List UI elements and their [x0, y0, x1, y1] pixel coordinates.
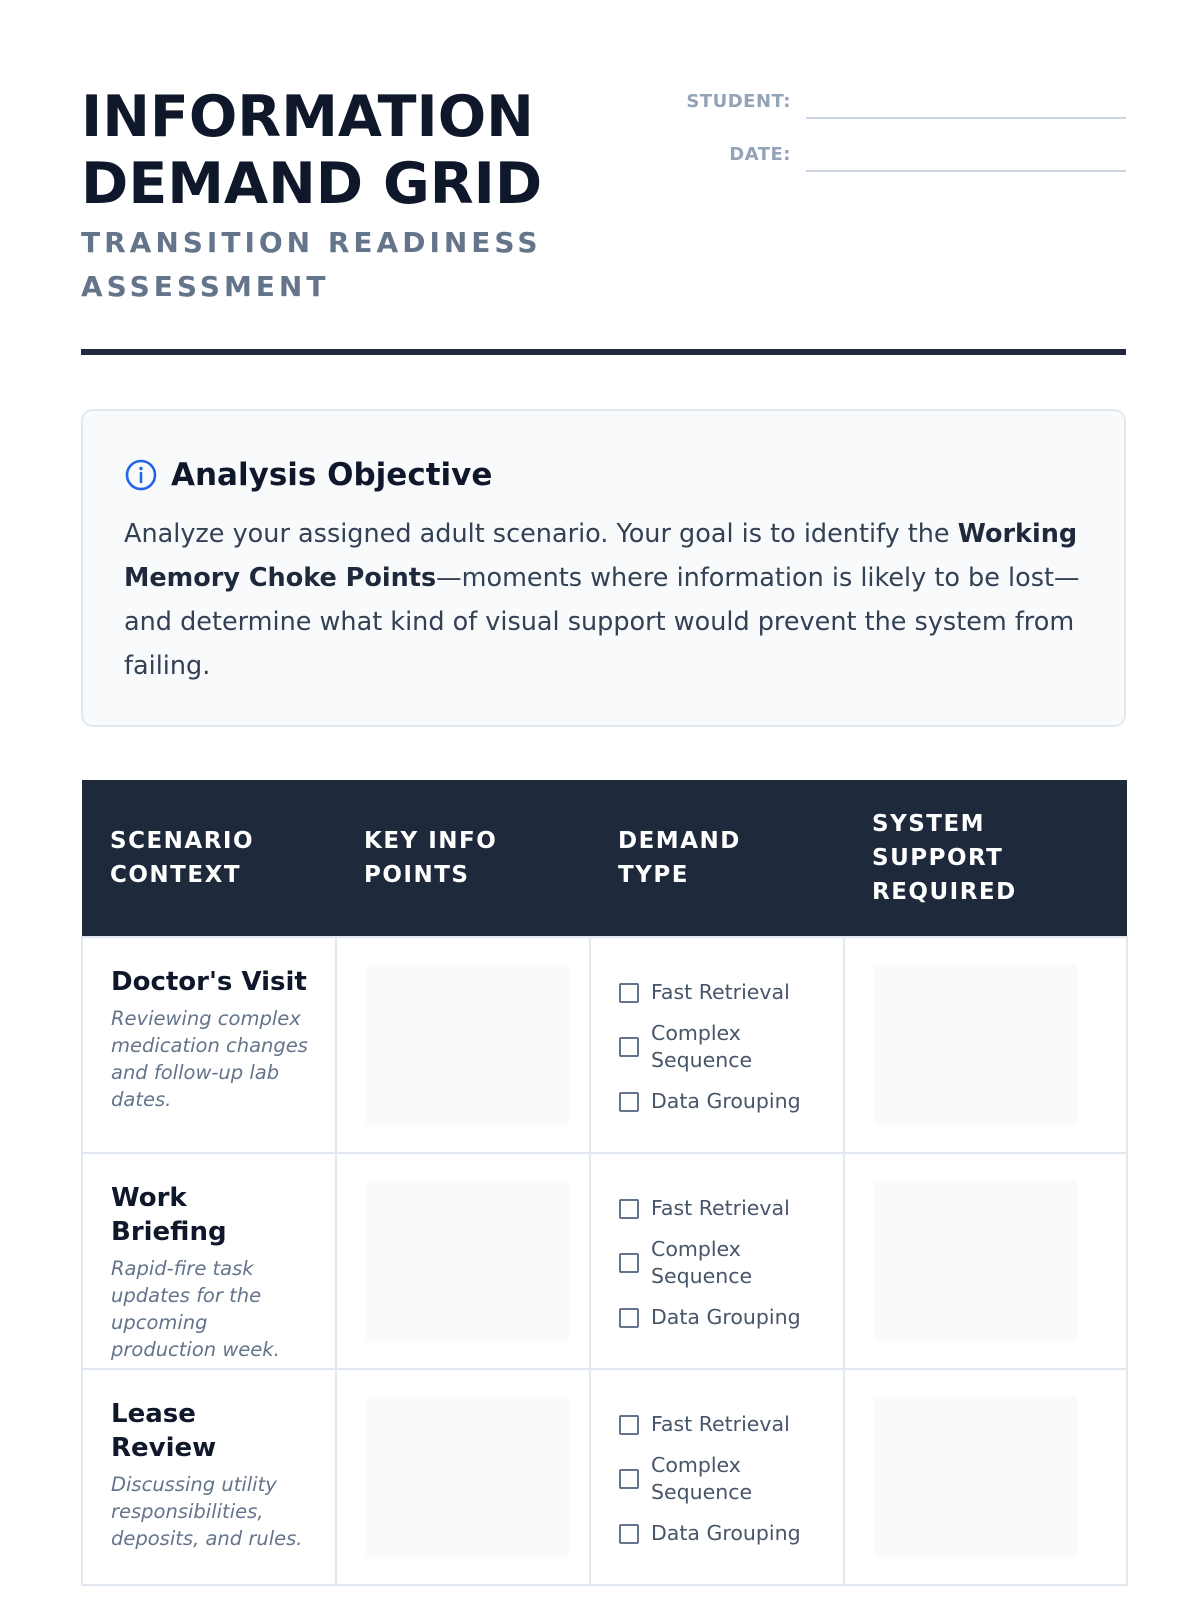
date-label: DATE:: [729, 144, 791, 165]
scenario-title: Doctor's Visit: [111, 967, 307, 997]
page-subtitle: [81, 221, 601, 309]
scenario-title: Lease Review: [111, 1399, 217, 1463]
key-info-cell: [336, 937, 590, 1153]
page-title: [81, 84, 601, 218]
header-divider: [81, 349, 1126, 355]
col-header-support: SYSTEM SUPPORT REQUIRED: [844, 780, 1127, 937]
objective-text-start: Analyze your assigned adult scenario. Your goal is to identify the: [124, 519, 958, 549]
student-field[interactable]: [806, 117, 1126, 119]
scenario-cell: [82, 1369, 336, 1585]
scenario-cell: [82, 1153, 336, 1369]
checkbox[interactable]: [619, 1415, 639, 1435]
checkbox-label: Fast Retrieval: [651, 1412, 790, 1436]
student-meta: [641, 86, 1126, 192]
checkbox-label: Complex Sequence: [651, 1021, 753, 1072]
info-icon: [124, 458, 158, 492]
demand-option-complex-sequence[interactable]: [619, 1452, 816, 1506]
table-row: [82, 1153, 1127, 1369]
col-header-scenario: SCENARIO CONTEXT: [82, 780, 336, 937]
checkbox[interactable]: [619, 1037, 639, 1057]
key-info-input[interactable]: [365, 965, 570, 1125]
checkbox[interactable]: [619, 1308, 639, 1328]
demand-option-data-grouping[interactable]: [619, 1088, 816, 1115]
key-info-input[interactable]: [365, 1397, 570, 1557]
key-info-cell: [336, 1153, 590, 1369]
checkbox-label: Fast Retrieval: [651, 1196, 790, 1220]
checkbox[interactable]: [619, 1092, 639, 1112]
title-block: [81, 84, 601, 309]
demand-grid-table: [81, 780, 1128, 1586]
support-cell: [844, 937, 1127, 1153]
support-cell: [844, 1153, 1127, 1369]
demand-checklist: [619, 1181, 816, 1331]
subtitle-line-2: ASSESSMENT: [81, 270, 330, 303]
demand-option-complex-sequence[interactable]: [619, 1236, 816, 1290]
demand-option-fast-retrieval[interactable]: [619, 979, 816, 1006]
checkbox-label: Complex Sequence: [651, 1453, 753, 1504]
scenario-description: Rapid-fire task updates for the upcoming production week.: [111, 1257, 280, 1361]
demand-option-data-grouping[interactable]: [619, 1304, 816, 1331]
checkbox[interactable]: [619, 983, 639, 1003]
demand-type-cell: [590, 1153, 844, 1369]
demand-checklist: [619, 965, 816, 1115]
objective-title: Analysis Objective: [171, 457, 493, 493]
checkbox-label: Data Grouping: [651, 1305, 801, 1329]
scenario-description: Discussing utility responsibilities, deposits, and rules.: [111, 1473, 303, 1550]
objective-header: [124, 451, 1084, 499]
objective-text-end: —moments where information is likely to be lost—and determine what kind of visual support would prevent the system from failing.: [124, 563, 1080, 681]
demand-type-cell: [590, 937, 844, 1153]
checkbox[interactable]: [619, 1469, 639, 1489]
scenario-cell: [82, 937, 336, 1153]
table-row: [82, 1369, 1127, 1585]
demand-option-data-grouping[interactable]: [619, 1520, 816, 1547]
checkbox[interactable]: [619, 1524, 639, 1544]
checkbox[interactable]: [619, 1199, 639, 1219]
student-label: STUDENT:: [686, 91, 791, 112]
col-header-key-info: KEY INFO POINTS: [336, 780, 590, 937]
objective-text: [124, 512, 1084, 688]
support-input[interactable]: [873, 1181, 1078, 1341]
demand-option-fast-retrieval[interactable]: [619, 1411, 816, 1438]
date-row: [641, 139, 1126, 192]
checkbox-label: Data Grouping: [651, 1089, 801, 1113]
demand-option-fast-retrieval[interactable]: [619, 1195, 816, 1222]
scenario-description: Reviewing complex medication changes and follow-up lab dates.: [111, 1007, 308, 1111]
checkbox-label: Data Grouping: [651, 1521, 801, 1545]
worksheet-page: [81, 0, 1126, 1550]
table-row: [82, 937, 1127, 1153]
checkbox-label: Fast Retrieval: [651, 980, 790, 1004]
key-info-cell: [336, 1369, 590, 1585]
title-line-1: INFORMATION: [81, 84, 534, 150]
checkbox-label: Complex Sequence: [651, 1237, 753, 1288]
key-info-input[interactable]: [365, 1181, 570, 1341]
objective-text-emphasis: Working Memory Choke Points: [124, 519, 1078, 593]
student-row: [641, 86, 1126, 139]
support-input[interactable]: [873, 965, 1078, 1125]
demand-option-complex-sequence[interactable]: [619, 1020, 816, 1074]
objective-box: [81, 409, 1126, 727]
worksheet-header: [81, 0, 1126, 356]
support-cell: [844, 1369, 1127, 1585]
date-field[interactable]: [806, 170, 1126, 172]
col-header-demand-type: DEMAND TYPE: [590, 780, 844, 937]
demand-checklist: [619, 1397, 816, 1547]
scenario-title: Work Briefing: [111, 1183, 227, 1247]
table-header-row: [82, 780, 1127, 937]
support-input[interactable]: [873, 1397, 1078, 1557]
checkbox[interactable]: [619, 1253, 639, 1273]
title-line-2: DEMAND GRID: [81, 151, 543, 217]
demand-type-cell: [590, 1369, 844, 1585]
subtitle-line-1: TRANSITION READINESS: [81, 226, 542, 259]
